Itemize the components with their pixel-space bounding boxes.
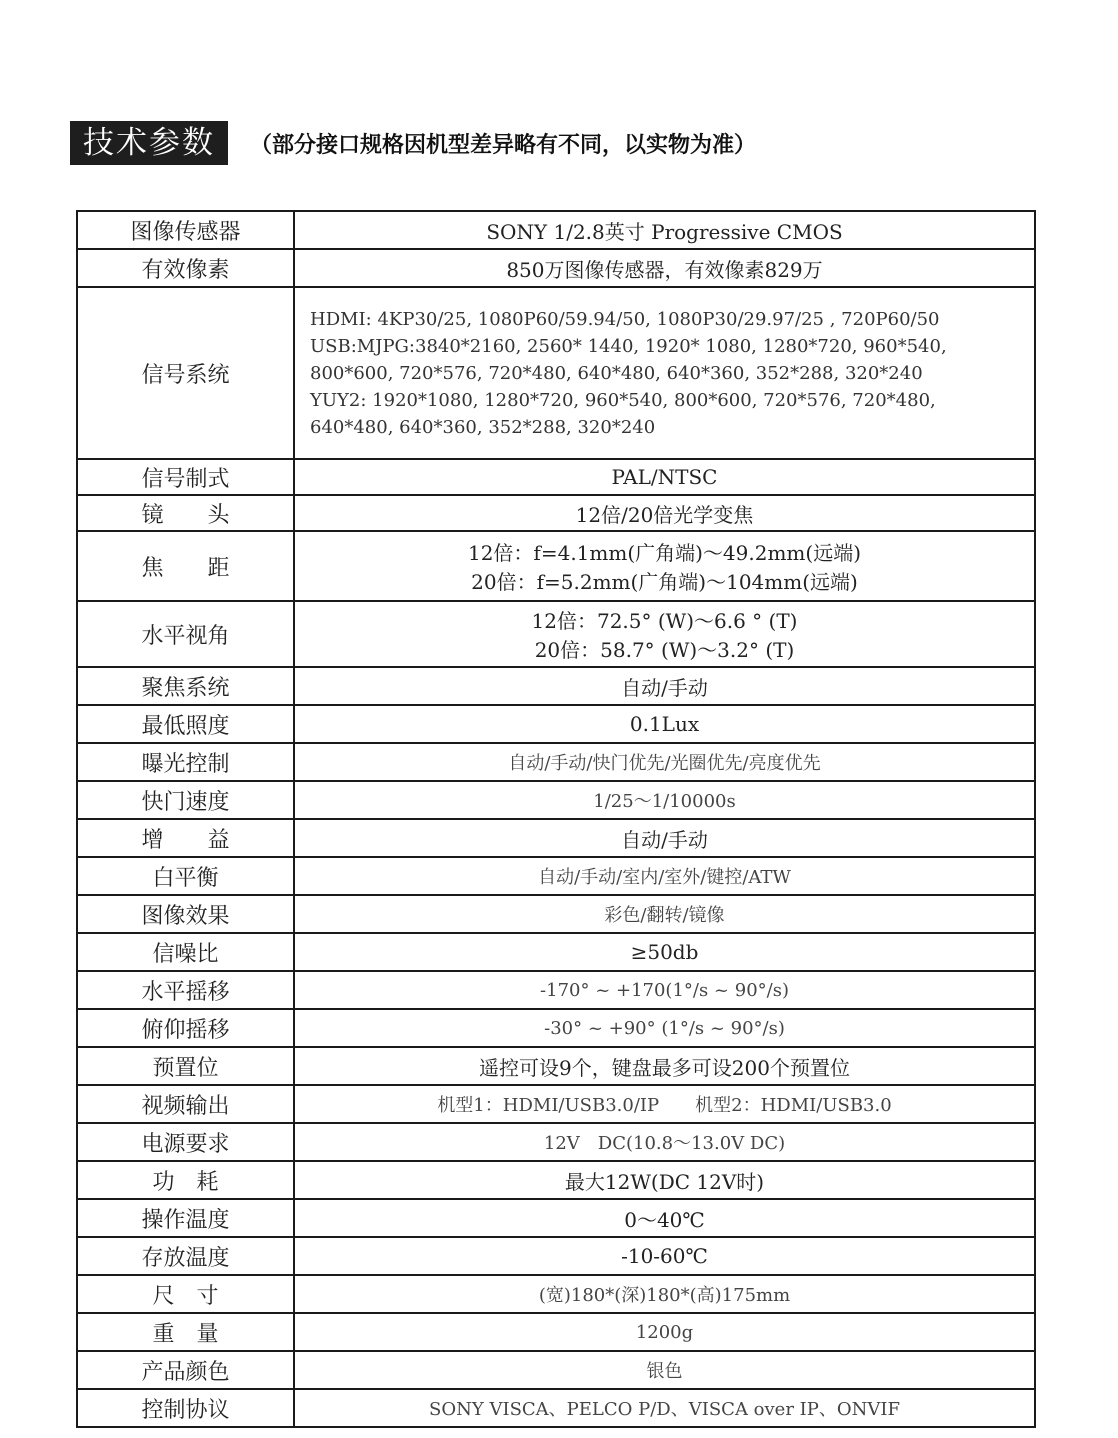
spec-value bbox=[294, 1161, 1035, 1199]
spec-table bbox=[76, 210, 1036, 1428]
spec-label: 存放温度 bbox=[77, 1237, 294, 1275]
spec-value-line: 800*600, 720*576, 720*480, 640*480, 640*360, 352*288, 320*240 bbox=[310, 362, 923, 384]
spec-table-body bbox=[77, 211, 1035, 1427]
spec-row bbox=[77, 857, 1035, 895]
spec-value-line: 0～40℃ bbox=[624, 1207, 705, 1232]
spec-value-line: 1200g bbox=[635, 1321, 694, 1343]
spec-value bbox=[294, 705, 1035, 743]
spec-label: 产品颜色 bbox=[77, 1351, 294, 1389]
spec-value bbox=[294, 287, 1035, 459]
spec-label: 控制协议 bbox=[77, 1389, 294, 1427]
spec-value-line: SONY 1/2.8英寸 Progressive CMOS bbox=[486, 219, 843, 244]
spec-value-line: 自动/手动/室内/室外/键控/ATW bbox=[538, 867, 791, 888]
spec-label: 白平衡 bbox=[77, 857, 294, 895]
spec-value-line: HDMI: 4KP30/25, 1080P60/59.94/50, 1080P30/29.97/25 , 720P60/50 bbox=[310, 308, 940, 330]
spec-label: 增 益 bbox=[77, 819, 294, 857]
spec-value bbox=[294, 895, 1035, 933]
spec-value-line: 遥控可设9个，键盘最多可设200个预置位 bbox=[479, 1055, 850, 1080]
spec-value bbox=[294, 1275, 1035, 1313]
spec-label: 信号制式 bbox=[77, 459, 294, 495]
spec-label: 图像传感器 bbox=[77, 211, 294, 249]
spec-value bbox=[294, 781, 1035, 819]
spec-label: 操作温度 bbox=[77, 1199, 294, 1237]
spec-row bbox=[77, 531, 1035, 601]
spec-value-line: 彩色/翻转/镜像 bbox=[604, 905, 725, 926]
spec-value-line: SONY VISCA、PELCO P/D、VISCA over IP、ONVIF bbox=[429, 1399, 900, 1420]
spec-value-line: 850万图像传感器，有效像素829万 bbox=[506, 257, 823, 282]
spec-value-line: -170° ~ +170(1°/s ~ 90°/s) bbox=[540, 979, 789, 1001]
spec-row bbox=[77, 1351, 1035, 1389]
spec-label: 镜 头 bbox=[77, 495, 294, 531]
spec-value bbox=[294, 971, 1035, 1009]
spec-label: 图像效果 bbox=[77, 895, 294, 933]
section-title: 技术参数 bbox=[70, 121, 228, 165]
spec-row bbox=[77, 249, 1035, 287]
spec-value bbox=[294, 459, 1035, 495]
spec-row bbox=[77, 1275, 1035, 1313]
spec-value-line: 12倍：f=4.1mm(广角端)～49.2mm(远端) bbox=[467, 541, 862, 565]
spec-value-line: (宽)180*(深)180*(高)175mm bbox=[538, 1285, 791, 1306]
spec-label: 尺 寸 bbox=[77, 1275, 294, 1313]
spec-value-line: -30° ~ +90° (1°/s ~ 90°/s) bbox=[544, 1017, 785, 1039]
spec-row bbox=[77, 1237, 1035, 1275]
spec-value-line: USB:MJPG:3840*2160, 2560* 1440, 1920* 1080, 1280*720, 960*540, bbox=[310, 335, 947, 357]
spec-value-line: 12倍：72.5° (W)～6.6 ° (T) bbox=[531, 609, 798, 633]
spec-label: 有效像素 bbox=[77, 249, 294, 287]
spec-value-line: 最大12W(DC 12V时) bbox=[564, 1169, 765, 1194]
spec-value-line: 自动/手动 bbox=[621, 827, 708, 852]
spec-value-line: 1/25～1/10000s bbox=[593, 791, 736, 812]
spec-value bbox=[294, 531, 1035, 601]
spec-value bbox=[294, 667, 1035, 705]
spec-label: 重 量 bbox=[77, 1313, 294, 1351]
spec-row bbox=[77, 1161, 1035, 1199]
spec-value-line: YUY2: 1920*1080, 1280*720, 960*540, 800*600, 720*576, 720*480, bbox=[310, 389, 936, 411]
spec-label: 聚焦系统 bbox=[77, 667, 294, 705]
spec-row bbox=[77, 211, 1035, 249]
spec-label: 最低照度 bbox=[77, 705, 294, 743]
spec-value bbox=[294, 1009, 1035, 1047]
spec-row bbox=[77, 287, 1035, 459]
spec-row bbox=[77, 1009, 1035, 1047]
spec-value-line: 12倍/20倍光学变焦 bbox=[575, 502, 754, 527]
spec-label: 水平视角 bbox=[77, 601, 294, 667]
spec-value bbox=[294, 1199, 1035, 1237]
spec-value bbox=[294, 1237, 1035, 1275]
spec-value bbox=[294, 249, 1035, 287]
spec-value-line: 0.1Lux bbox=[629, 712, 700, 736]
spec-value bbox=[294, 857, 1035, 895]
spec-value-line: 自动/手动 bbox=[621, 675, 708, 700]
spec-value-line: PAL/NTSC bbox=[611, 465, 718, 489]
spec-value bbox=[294, 495, 1035, 531]
spec-value-line: ≥50db bbox=[630, 940, 699, 964]
spec-row bbox=[77, 895, 1035, 933]
spec-row bbox=[77, 459, 1035, 495]
spec-label: 功 耗 bbox=[77, 1161, 294, 1199]
spec-value-line: -10-60℃ bbox=[621, 1244, 708, 1268]
spec-label: 快门速度 bbox=[77, 781, 294, 819]
spec-value-line: 银色 bbox=[646, 1361, 683, 1382]
spec-value-line: 20倍：f=5.2mm(广角端)～104mm(远端) bbox=[471, 570, 858, 594]
spec-value-line: 12V DC(10.8～13.0V DC) bbox=[543, 1133, 786, 1154]
spec-row bbox=[77, 667, 1035, 705]
spec-row bbox=[77, 1047, 1035, 1085]
spec-value bbox=[294, 1389, 1035, 1427]
spec-value-line: 机型1：HDMI/USB3.0/IP 机型2：HDMI/USB3.0 bbox=[437, 1095, 892, 1116]
spec-label: 预置位 bbox=[77, 1047, 294, 1085]
spec-value bbox=[294, 211, 1035, 249]
spec-label: 曝光控制 bbox=[77, 743, 294, 781]
spec-value bbox=[294, 1351, 1035, 1389]
spec-value bbox=[294, 1085, 1035, 1123]
spec-label: 焦 距 bbox=[77, 531, 294, 601]
spec-label: 视频输出 bbox=[77, 1085, 294, 1123]
spec-row bbox=[77, 601, 1035, 667]
spec-row bbox=[77, 1085, 1035, 1123]
spec-row bbox=[77, 1123, 1035, 1161]
spec-label: 信噪比 bbox=[77, 933, 294, 971]
spec-row bbox=[77, 933, 1035, 971]
spec-value bbox=[294, 933, 1035, 971]
spec-row bbox=[77, 1313, 1035, 1351]
spec-row bbox=[77, 743, 1035, 781]
spec-value bbox=[294, 743, 1035, 781]
spec-value-line: 640*480, 640*360, 352*288, 320*240 bbox=[310, 416, 656, 438]
spec-value bbox=[294, 1047, 1035, 1085]
spec-label: 俯仰摇移 bbox=[77, 1009, 294, 1047]
spec-value-line: 自动/手动/快门优先/光圈优先/亮度优先 bbox=[508, 753, 821, 774]
spec-value-line: 20倍：58.7° (W)～3.2° (T) bbox=[534, 638, 795, 662]
spec-row bbox=[77, 1199, 1035, 1237]
section-note: （部分接口规格因机型差异略有不同，以实物为准） bbox=[250, 133, 757, 158]
spec-row bbox=[77, 781, 1035, 819]
spec-row bbox=[77, 495, 1035, 531]
spec-label: 电源要求 bbox=[77, 1123, 294, 1161]
spec-value bbox=[294, 1313, 1035, 1351]
spec-row bbox=[77, 971, 1035, 1009]
spec-value bbox=[294, 1123, 1035, 1161]
spec-value bbox=[294, 819, 1035, 857]
spec-row bbox=[77, 705, 1035, 743]
spec-row bbox=[77, 1389, 1035, 1427]
spec-row bbox=[77, 819, 1035, 857]
spec-label: 信号系统 bbox=[77, 287, 294, 459]
spec-value bbox=[294, 601, 1035, 667]
spec-label: 水平摇移 bbox=[77, 971, 294, 1009]
